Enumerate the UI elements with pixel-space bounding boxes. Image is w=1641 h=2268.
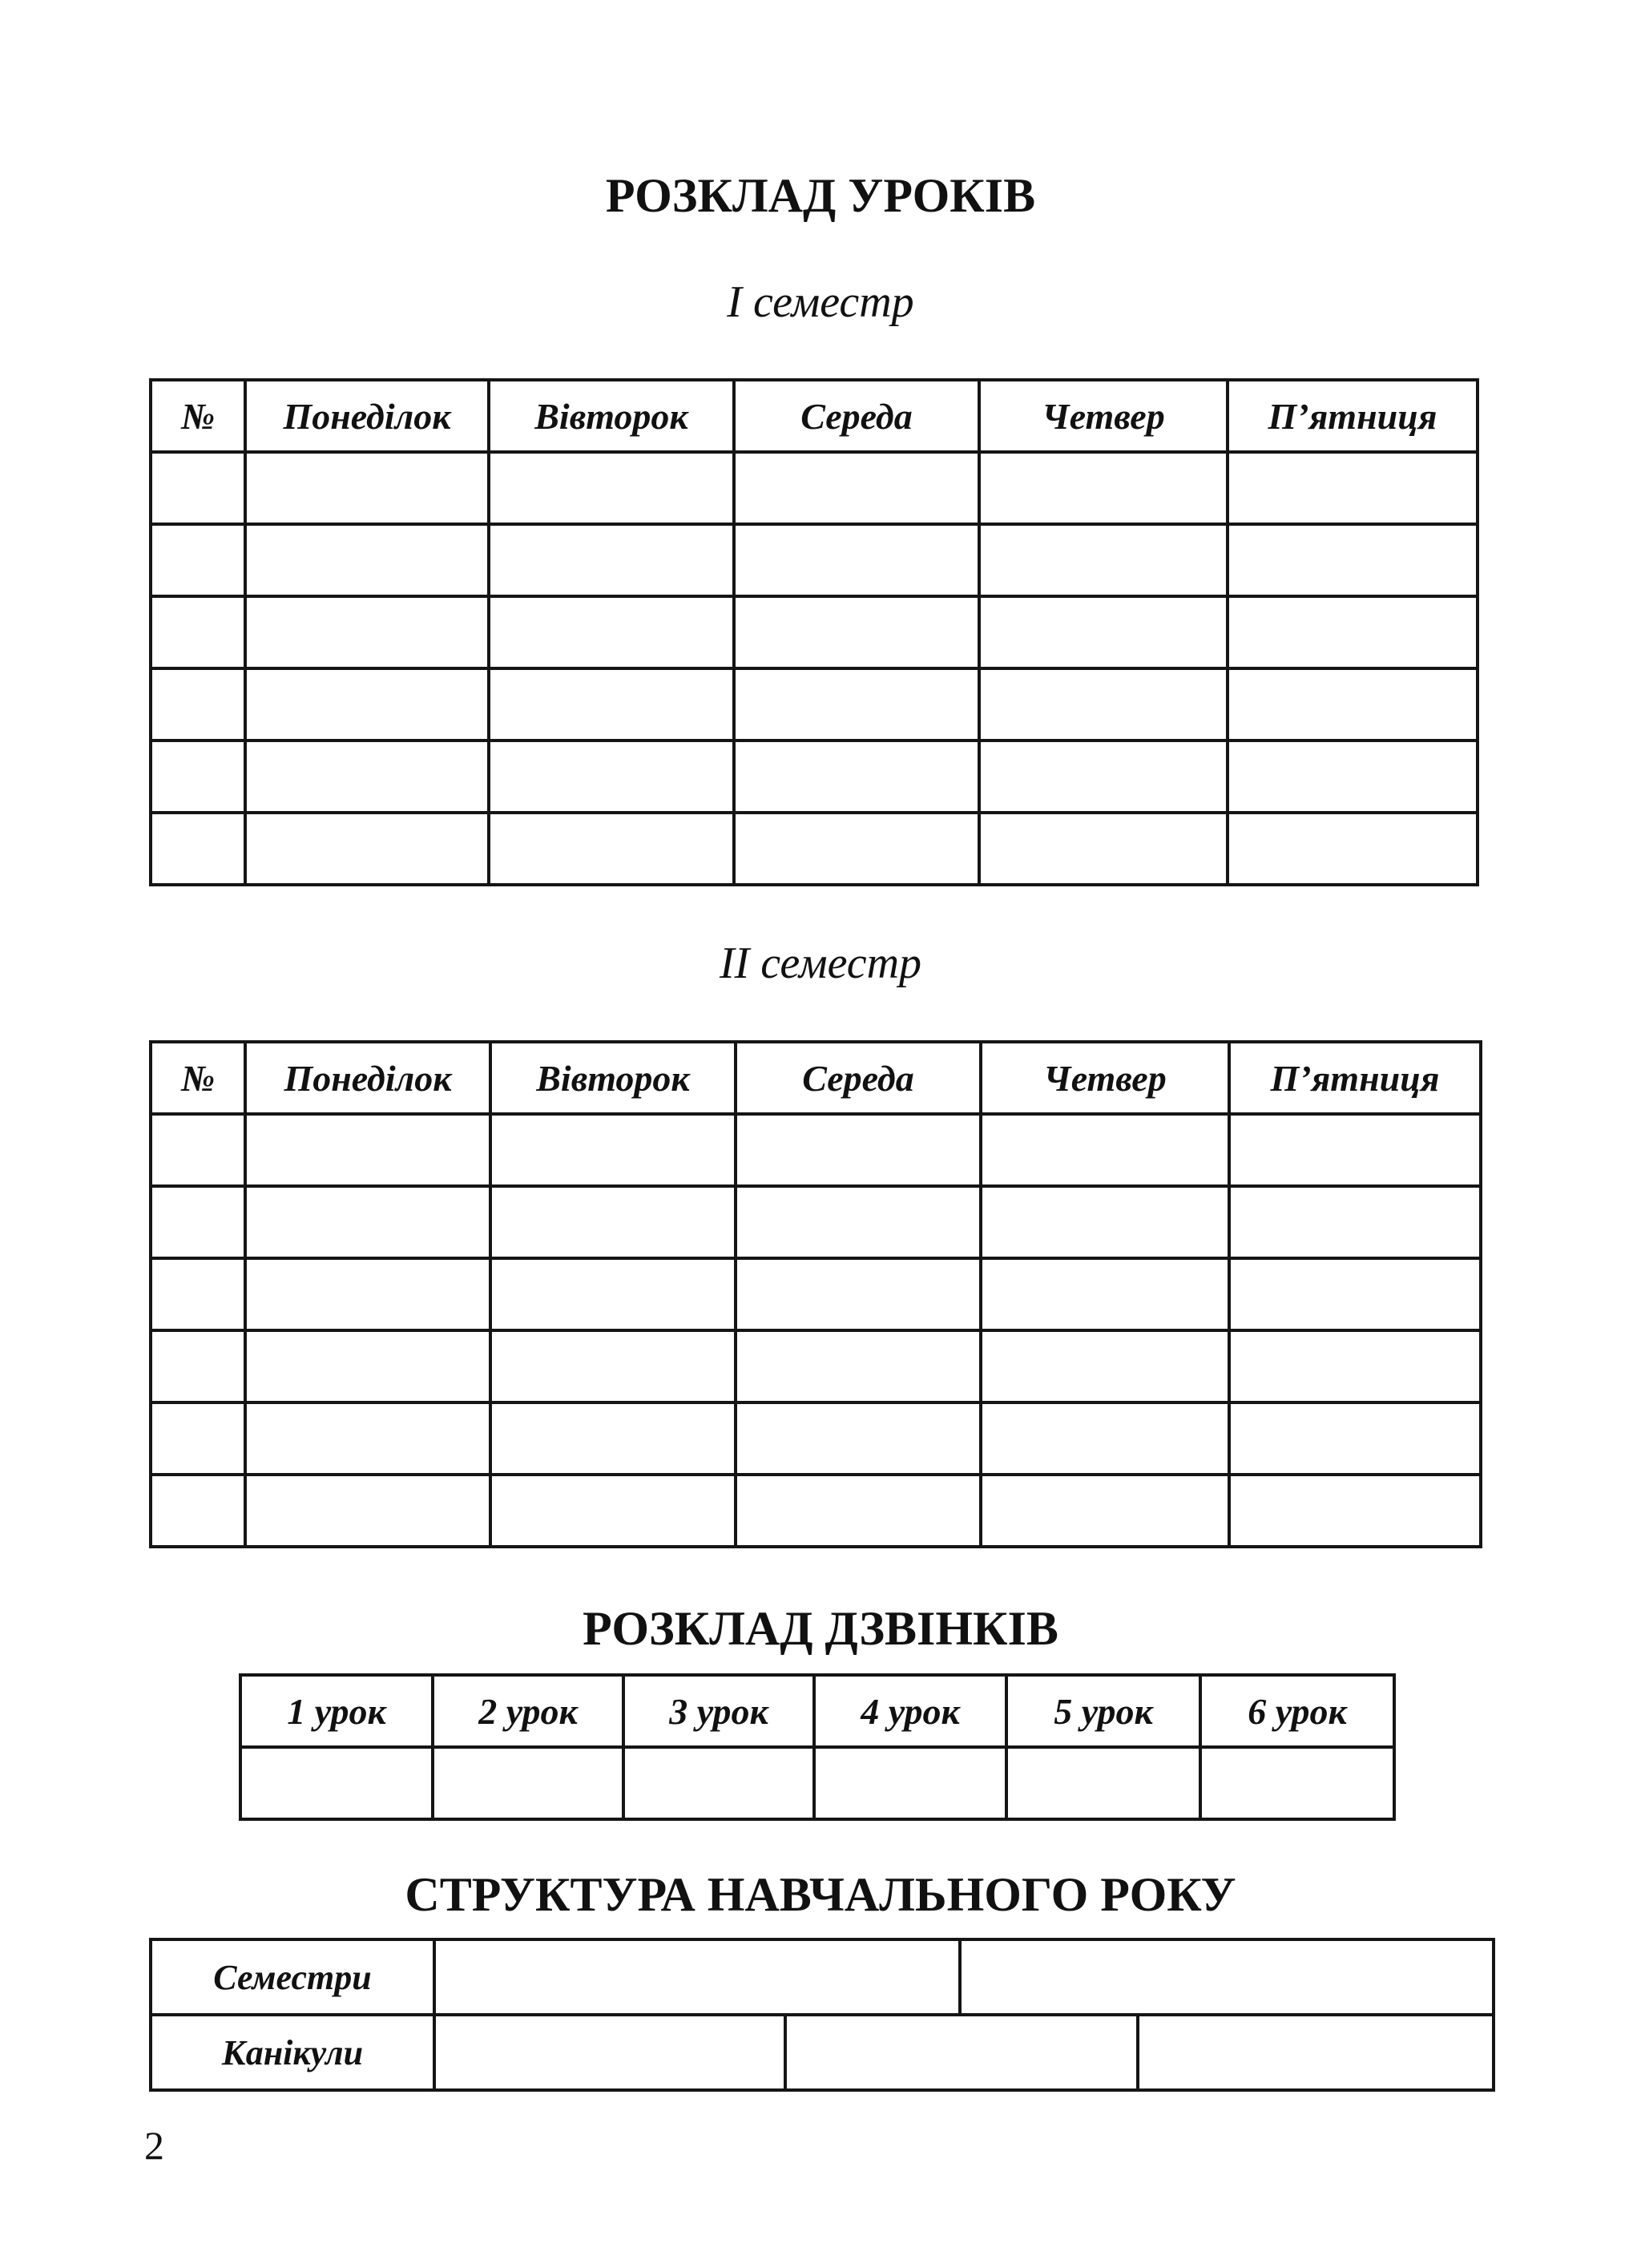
table-cell[interactable] [151, 1186, 245, 1258]
table-row [151, 668, 1478, 741]
table-cell[interactable] [1228, 813, 1478, 885]
table-header-row [240, 1675, 1394, 1747]
table-cell[interactable] [489, 668, 734, 741]
lesson-3-header: 3 урок [623, 1675, 814, 1747]
year-structure-table [149, 1938, 1495, 2092]
table-cell[interactable] [1200, 1747, 1394, 1819]
table-cell[interactable] [1138, 2015, 1494, 2090]
column-header-wednesday: Середа [734, 380, 979, 452]
table-cell[interactable] [1228, 741, 1478, 813]
table-row [151, 1186, 1481, 1258]
table-cell[interactable] [434, 2015, 785, 2090]
table-cell[interactable] [240, 1747, 433, 1819]
table-cell[interactable] [1228, 668, 1478, 741]
table-row [151, 1114, 1481, 1186]
table-cell[interactable] [734, 524, 979, 596]
column-header-monday: Понеділок [245, 380, 489, 452]
table-cell[interactable] [623, 1747, 814, 1819]
table-cell[interactable] [979, 524, 1228, 596]
page-title: РОЗКЛАД УРОКІВ [605, 169, 1036, 222]
table-cell[interactable] [490, 1258, 736, 1330]
table-cell[interactable] [151, 524, 245, 596]
table-cell[interactable] [245, 452, 489, 524]
table-row [151, 1330, 1481, 1402]
table-header-row [151, 1042, 1481, 1114]
table-cell[interactable] [151, 1475, 245, 1547]
table-cell[interactable] [489, 596, 734, 668]
table-cell[interactable] [490, 1114, 736, 1186]
table-cell[interactable] [489, 452, 734, 524]
table-cell[interactable] [151, 1114, 245, 1186]
table-cell[interactable] [734, 452, 979, 524]
bell-schedule-title: РОЗКЛАД ДЗВІНКІВ [583, 1602, 1058, 1655]
table-cell[interactable] [151, 668, 245, 741]
table-cell[interactable] [785, 2015, 1138, 2090]
column-header-tuesday: Вівторок [490, 1042, 736, 1114]
table-cell[interactable] [245, 668, 489, 741]
lesson-1-header: 1 урок [240, 1675, 433, 1747]
lesson-4-header: 4 урок [814, 1675, 1006, 1747]
table-cell[interactable] [1229, 1258, 1481, 1330]
table-cell[interactable] [1228, 452, 1478, 524]
table-row [151, 1475, 1481, 1547]
table-cell[interactable] [245, 813, 489, 885]
table-cell[interactable] [245, 741, 489, 813]
column-header-monday: Понеділок [245, 1042, 490, 1114]
table-row [151, 1402, 1481, 1475]
table-row [151, 596, 1478, 668]
table-cell[interactable] [151, 813, 245, 885]
column-header-number: № [151, 380, 245, 452]
table-cell[interactable] [960, 1939, 1494, 2015]
table-cell[interactable] [1229, 1114, 1481, 1186]
table-cell[interactable] [489, 813, 734, 885]
lesson-2-header: 2 урок [433, 1675, 623, 1747]
year-structure-title: СТРУКТУРА НАВЧАЛЬНОГО РОКУ [405, 1868, 1236, 1921]
table-cell[interactable] [979, 596, 1228, 668]
table-cell[interactable] [734, 596, 979, 668]
table-cell[interactable] [981, 1186, 1229, 1258]
table-cell[interactable] [245, 1114, 490, 1186]
semester-1-schedule-table [149, 378, 1479, 886]
table-cell[interactable] [736, 1330, 981, 1402]
table-row [151, 813, 1478, 885]
table-cell[interactable] [1229, 1330, 1481, 1402]
semester-2-schedule-table [149, 1040, 1482, 1548]
table-cell[interactable] [489, 741, 734, 813]
table-cell[interactable] [151, 452, 245, 524]
table-row [151, 452, 1478, 524]
table-row [151, 2015, 1494, 2090]
table-cell[interactable] [151, 596, 245, 668]
table-cell[interactable] [736, 1475, 981, 1547]
table-cell[interactable] [1229, 1186, 1481, 1258]
table-cell[interactable] [1228, 524, 1478, 596]
column-header-wednesday: Середа [736, 1042, 981, 1114]
table-cell[interactable] [245, 1330, 490, 1402]
table-header-row [151, 380, 1478, 452]
table-row [151, 524, 1478, 596]
table-row [151, 1258, 1481, 1330]
table-cell[interactable] [245, 1258, 490, 1330]
column-header-number: № [151, 1042, 245, 1114]
table-cell[interactable] [490, 1402, 736, 1475]
table-cell[interactable] [489, 524, 734, 596]
table-cell[interactable] [736, 1402, 981, 1475]
table-cell[interactable] [434, 1939, 960, 2015]
table-cell[interactable] [734, 668, 979, 741]
holidays-label: Канікули [151, 2015, 434, 2090]
semester-2-label: ІІ семестр [719, 938, 922, 988]
table-cell[interactable] [151, 1330, 245, 1402]
table-cell[interactable] [151, 1258, 245, 1330]
page-number: 2 [144, 2123, 164, 2168]
table-cell[interactable] [736, 1258, 981, 1330]
table-cell[interactable] [490, 1186, 736, 1258]
table-row [240, 1747, 1394, 1819]
table-row [151, 741, 1478, 813]
table-cell[interactable] [981, 1114, 1229, 1186]
table-row [151, 1939, 1494, 2015]
bell-schedule-table [239, 1673, 1396, 1821]
table-cell[interactable] [245, 524, 489, 596]
semester-1-label: І семестр [727, 277, 914, 327]
table-cell[interactable] [734, 813, 979, 885]
table-cell[interactable] [490, 1475, 736, 1547]
table-cell[interactable] [981, 1330, 1229, 1402]
table-cell[interactable] [734, 741, 979, 813]
table-cell[interactable] [433, 1747, 623, 1819]
table-cell[interactable] [151, 1402, 245, 1475]
table-cell[interactable] [736, 1186, 981, 1258]
table-cell[interactable] [1228, 596, 1478, 668]
table-cell[interactable] [814, 1747, 1006, 1819]
lesson-6-header: 6 урок [1200, 1675, 1394, 1747]
table-cell[interactable] [1006, 1747, 1200, 1819]
table-cell[interactable] [245, 1186, 490, 1258]
table-cell[interactable] [151, 741, 245, 813]
column-header-thursday: Четвер [981, 1042, 1229, 1114]
table-cell[interactable] [979, 741, 1228, 813]
table-cell[interactable] [1229, 1475, 1481, 1547]
lesson-5-header: 5 урок [1006, 1675, 1200, 1747]
table-cell[interactable] [245, 1402, 490, 1475]
column-header-friday: П’ятниця [1228, 380, 1478, 452]
table-cell[interactable] [736, 1114, 981, 1186]
table-cell[interactable] [979, 668, 1228, 741]
column-header-thursday: Четвер [979, 380, 1228, 452]
column-header-tuesday: Вівторок [489, 380, 734, 452]
table-cell[interactable] [979, 452, 1228, 524]
table-cell[interactable] [979, 813, 1228, 885]
column-header-friday: П’ятниця [1229, 1042, 1481, 1114]
table-cell[interactable] [981, 1475, 1229, 1547]
table-cell[interactable] [245, 1475, 490, 1547]
table-cell[interactable] [1229, 1402, 1481, 1475]
table-cell[interactable] [245, 596, 489, 668]
semesters-label: Семестри [151, 1939, 434, 2015]
table-cell[interactable] [981, 1402, 1229, 1475]
table-cell[interactable] [981, 1258, 1229, 1330]
table-cell[interactable] [490, 1330, 736, 1402]
